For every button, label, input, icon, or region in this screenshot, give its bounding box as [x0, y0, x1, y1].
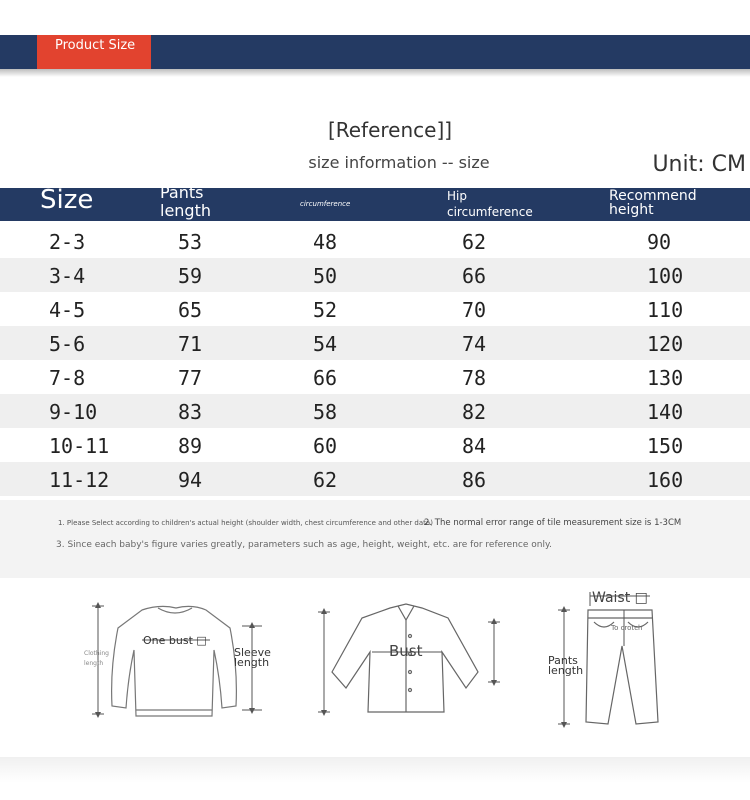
table-row [0, 292, 750, 326]
table-cell-waist: 52 [313, 298, 338, 322]
table-cell-hip: 82 [462, 400, 487, 424]
table-cell-height: 130 [647, 366, 684, 390]
table-cell-waist: 58 [313, 400, 338, 424]
table-row [0, 428, 750, 462]
table-cell-hip: 78 [462, 366, 487, 390]
table-row [0, 394, 750, 428]
table-row [0, 462, 750, 496]
clothing-length-label-line1: Clothing [84, 650, 109, 657]
table-cell-pants-length: 65 [178, 298, 203, 322]
table-cell-size: 11-12 [49, 468, 110, 492]
table-row [0, 224, 750, 258]
table-cell-size: 7-8 [49, 366, 86, 390]
note-1: 1. Please Select according to children's actual height (shoulder width, chest circumference and other data) [58, 519, 433, 527]
one-bust-label: One bust □ [143, 634, 207, 647]
table-cell-hip: 70 [462, 298, 487, 322]
table-cell-waist: 54 [313, 332, 338, 356]
table-cell-hip: 74 [462, 332, 487, 356]
table-cell-waist: 60 [313, 434, 338, 458]
reference-title: [Reference]] [327, 118, 453, 142]
column-header-waist: circumference [300, 200, 351, 208]
table-cell-hip: 66 [462, 264, 487, 288]
table-cell-hip: 84 [462, 434, 487, 458]
column-header-size: Size [40, 185, 94, 215]
table-cell-pants-length: 53 [178, 230, 203, 254]
product-size-tab[interactable]: Product Size [37, 35, 151, 69]
table-cell-height: 120 [647, 332, 684, 356]
column-header-recommend-height: Recommend height [609, 188, 697, 218]
reference-subtitle: size information -- size [308, 153, 490, 172]
table-row [0, 258, 750, 292]
table-cell-size: 5-6 [49, 332, 86, 356]
table-cell-waist: 62 [313, 468, 338, 492]
to-crotch-label: To crotch [611, 624, 643, 632]
column-header-hip: Hip circumference [447, 189, 533, 219]
bust-label: Bust [389, 642, 423, 660]
table-cell-size: 10-11 [49, 434, 110, 458]
pants-length-label-line1: Pants [548, 654, 578, 667]
table-cell-pants-length: 59 [178, 264, 203, 288]
sleeve-length-label-line2: length [234, 656, 270, 669]
table-cell-size: 3-4 [49, 264, 86, 288]
pants-length-label-line2: length [548, 664, 584, 677]
table-cell-size: 2-3 [49, 230, 86, 254]
note-2: 2. The normal error range of tile measurement size is 1-3CM [424, 518, 682, 528]
header-shadow [0, 69, 750, 77]
table-cell-height: 110 [647, 298, 684, 322]
note-3: 3. Since each baby's figure varies greatly, parameters such as age, height, weight, etc. are for reference only. [56, 540, 552, 550]
unit-label: Unit: CM [652, 152, 746, 177]
table-cell-pants-length: 83 [178, 400, 203, 424]
size-table-body [0, 224, 750, 496]
table-cell-hip: 62 [462, 230, 487, 254]
table-cell-size: 9-10 [49, 400, 98, 424]
clothing-length-label-line2: length [84, 660, 104, 667]
shirt-diagram-icon [318, 602, 502, 720]
table-cell-pants-length: 94 [178, 468, 203, 492]
bottom-band [0, 757, 750, 800]
table-cell-waist: 50 [313, 264, 338, 288]
sleeve-length-label-line1: Sleeve [234, 646, 271, 659]
table-cell-waist: 66 [313, 366, 338, 390]
table-cell-pants-length: 77 [178, 366, 203, 390]
table-cell-height: 90 [647, 230, 672, 254]
notes-area [0, 500, 750, 578]
table-cell-size: 4-5 [49, 298, 86, 322]
table-cell-waist: 48 [313, 230, 338, 254]
table-cell-height: 140 [647, 400, 684, 424]
waist-label: Waist □ [592, 590, 648, 606]
table-cell-hip: 86 [462, 468, 487, 492]
table-cell-height: 150 [647, 434, 684, 458]
table-row [0, 326, 750, 360]
table-cell-height: 100 [647, 264, 684, 288]
table-cell-pants-length: 89 [178, 434, 203, 458]
table-row [0, 360, 750, 394]
table-cell-height: 160 [647, 468, 684, 492]
column-header-pants-length: Pants length [160, 183, 211, 220]
table-cell-pants-length: 71 [178, 332, 203, 356]
